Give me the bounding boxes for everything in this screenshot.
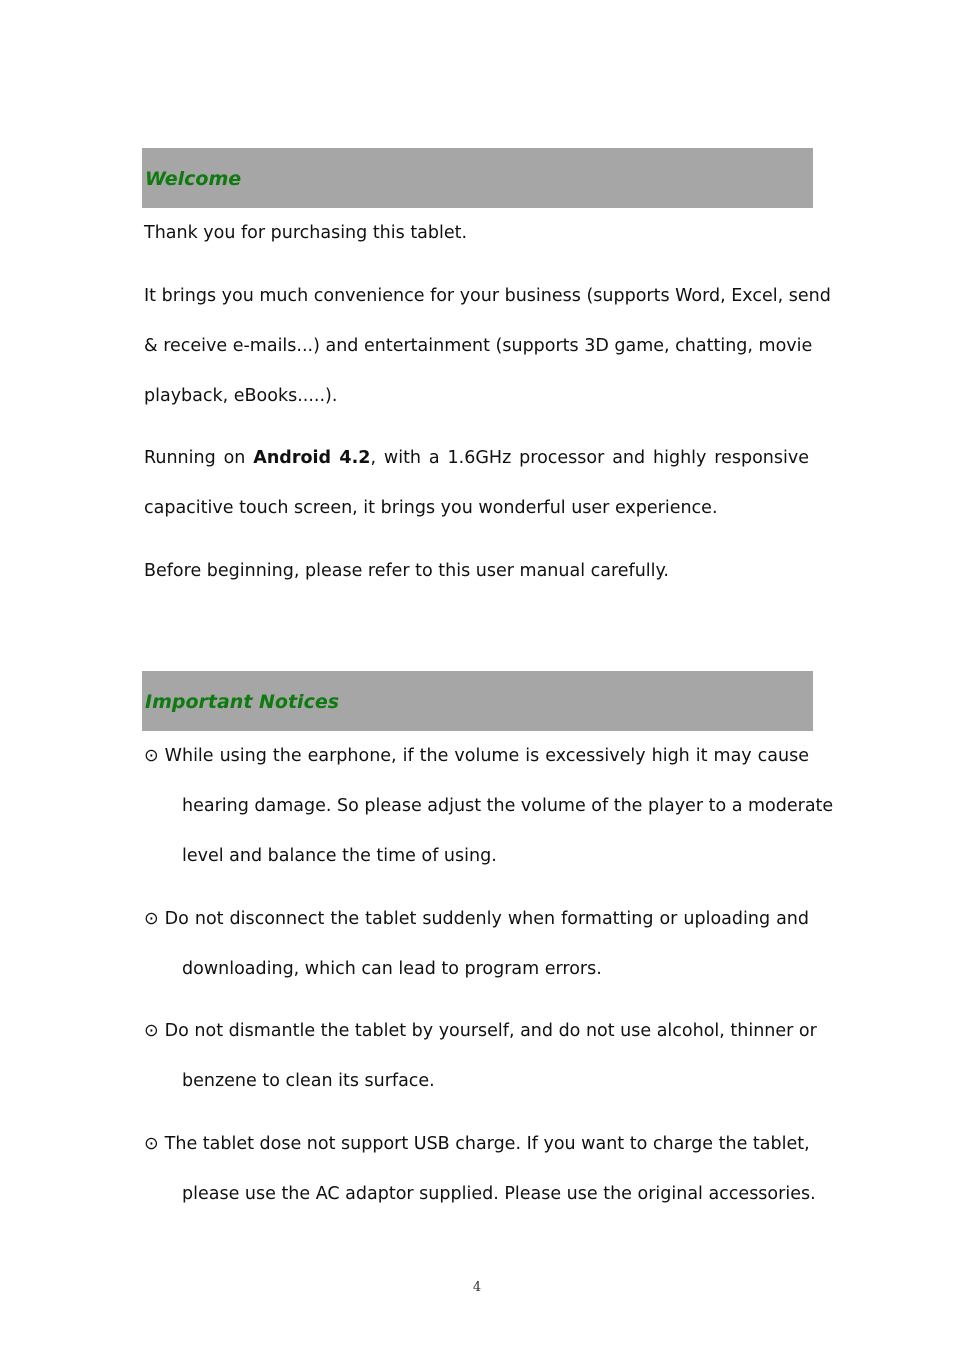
- welcome-heading-bar: [142, 148, 813, 208]
- notice-item-line-1: [144, 1119, 809, 1169]
- circled-dot-bullet-icon: ⊙: [144, 746, 159, 766]
- notice-item-line-2: hearing damage. So please adjust the volume of the player to a moderate: [182, 796, 834, 816]
- welcome-paragraph-3-line-2: capacitive touch screen, it brings you wonderful user experience.: [144, 498, 718, 518]
- notice-text: Do not disconnect the tablet suddenly when formatting or uploading and: [164, 909, 809, 929]
- welcome-paragraph-2-line-2: & receive e-mails...) and entertainment (supports 3D game, chatting, movie: [144, 336, 813, 356]
- welcome-paragraph-2: [144, 271, 831, 421]
- notice-text: The tablet dose not support USB charge. If you want to charge the tablet,: [164, 1134, 810, 1154]
- notice-item: [144, 1119, 816, 1219]
- welcome-paragraph-2-line-1: It brings you much convenience for your business (supports Word, Excel, send: [144, 286, 831, 306]
- notices-heading: Important Notices: [145, 691, 340, 713]
- notice-text: While using the earphone, if the volume is excessively high it may cause: [164, 746, 809, 766]
- notice-item-line-1: [144, 731, 809, 781]
- notice-item-line-1: [144, 894, 809, 944]
- circled-dot-bullet-icon: ⊙: [144, 1134, 159, 1154]
- notice-item-line-2: please use the AC adaptor supplied. Please use the original accessories.: [182, 1184, 816, 1204]
- welcome-paragraph-3: [144, 433, 809, 533]
- notice-text: Do not dismantle the tablet by yourself, and do not use alcohol, thinner or: [164, 1021, 817, 1041]
- running-on-text: Running on: [144, 448, 254, 468]
- welcome-paragraph-4: Before beginning, please refer to this user manual carefully.: [144, 561, 669, 581]
- notice-item-line-2: benzene to clean its surface.: [182, 1071, 435, 1091]
- circled-dot-bullet-icon: ⊙: [144, 1021, 159, 1041]
- notice-item-line-1: [144, 1006, 817, 1056]
- notice-item: [144, 894, 809, 994]
- notice-item: [144, 731, 834, 881]
- processor-text: , with a 1.6GHz processor and highly responsive: [370, 448, 809, 468]
- page-number: 4: [472, 1280, 482, 1295]
- welcome-paragraph-3-line-1: [144, 433, 809, 483]
- android-version-text: Android 4.2: [253, 448, 371, 468]
- notice-item-line-2: downloading, which can lead to program errors.: [182, 959, 602, 979]
- notice-item: [144, 1006, 817, 1106]
- circled-dot-bullet-icon: ⊙: [144, 909, 159, 929]
- welcome-paragraph-2-line-3: playback, eBooks.....).: [144, 386, 338, 406]
- notices-heading-bar: [142, 671, 813, 731]
- welcome-paragraph-1: Thank you for purchasing this tablet.: [144, 223, 468, 243]
- notice-item-line-3: level and balance the time of using.: [182, 846, 497, 866]
- welcome-heading: Welcome: [145, 168, 242, 190]
